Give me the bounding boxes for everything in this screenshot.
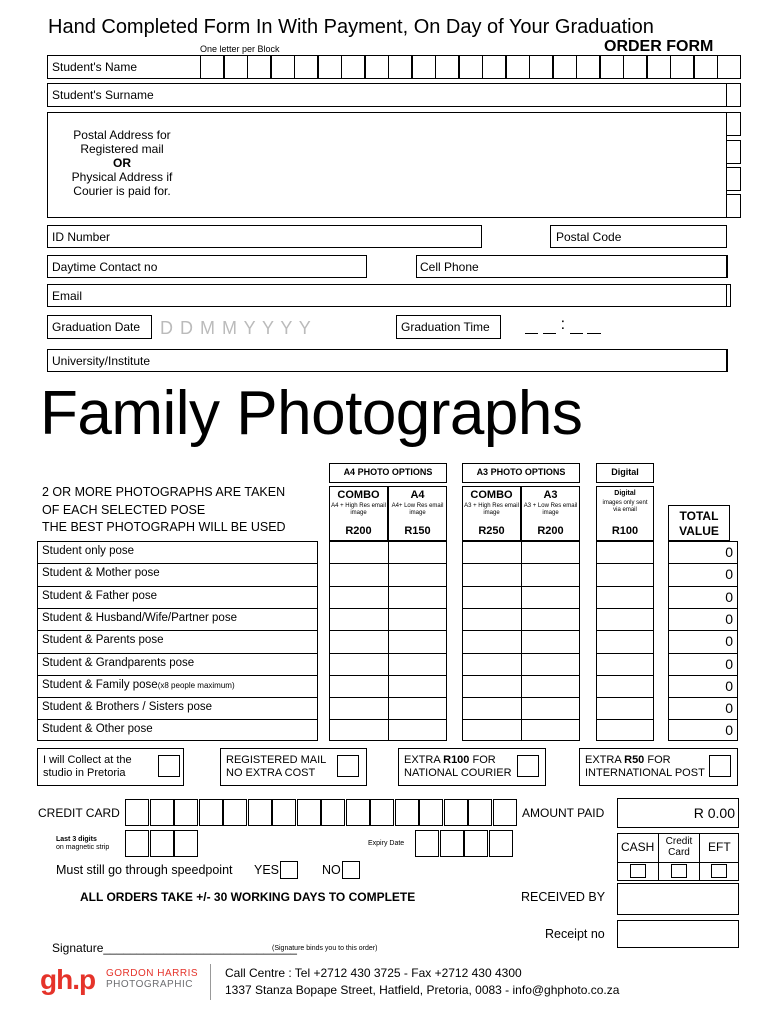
id-label: ID Number <box>52 230 111 244</box>
pose-total: 0 <box>725 588 733 605</box>
cc-digit-cell[interactable] <box>370 799 394 826</box>
cc-digit-cell[interactable] <box>150 799 174 826</box>
amount-paid-label: AMOUNT PAID <box>522 806 605 820</box>
credit-card-label: CREDIT CARD <box>38 806 120 820</box>
pose-total: 0 <box>725 700 733 717</box>
a3-combo-price: R250 <box>478 525 505 537</box>
letter-cell[interactable] <box>388 55 412 79</box>
pose-label: Student & Family pose(x8 people maximum) <box>42 678 235 691</box>
time-placeholder[interactable]: : <box>525 316 601 334</box>
national-text: EXTRA R100 FOR NATIONAL COURIER <box>404 754 512 779</box>
address-label: Postal Address for Registered mail OR Physical Address if Courier is paid for. <box>71 128 173 198</box>
no-checkbox[interactable] <box>342 861 360 879</box>
row-divider <box>596 608 654 609</box>
digital-grid <box>596 541 654 741</box>
expiry-digit-cell[interactable] <box>489 830 513 857</box>
page-title: Hand Completed Form In With Payment, On Day of Your Graduation <box>48 16 654 38</box>
footer-address: 1337 Stanza Bopape Street, Hatfield, Pretoria, 0083 - info@ghphoto.co.za <box>225 983 620 997</box>
cc-digit-cell[interactable] <box>493 799 517 826</box>
pose-label: Student & Parents pose <box>42 634 164 647</box>
footer-contact: Call Centre : Tel +2712 430 3725 - Fax +2712 430 4300 <box>225 966 522 980</box>
a4-label: A4 <box>410 489 425 501</box>
row-divider <box>668 563 738 564</box>
row-divider <box>668 653 738 654</box>
letter-cell[interactable] <box>600 55 624 79</box>
amount-paid-value: R 0.00 <box>693 805 735 821</box>
a3-options-title: A3 PHOTO OPTIONS <box>476 467 566 477</box>
brand-name: GORDON HARRIS PHOTOGRAPHIC <box>106 968 199 990</box>
letter-cell[interactable] <box>224 55 248 79</box>
letter-cell[interactable] <box>200 55 224 79</box>
pose-total: 0 <box>725 544 733 560</box>
cc-digit-cell[interactable] <box>468 799 492 826</box>
col-divider <box>521 541 522 741</box>
last3-label: Last 3 digits on magnetic strip <box>56 836 110 851</box>
graduation-date-label: Graduation Date <box>52 320 141 334</box>
total-label-2: VALUE <box>679 524 719 538</box>
letter-cell[interactable] <box>459 55 483 79</box>
eft-label: EFT <box>708 840 731 854</box>
letter-cell[interactable] <box>623 55 647 79</box>
cc-digit-cell[interactable] <box>223 799 247 826</box>
international-text: EXTRA R50 FOR INTERNATIONAL POST <box>585 754 705 779</box>
pose-label: Student only pose <box>42 545 135 557</box>
letter-cell[interactable] <box>553 55 577 79</box>
id-row <box>47 225 482 248</box>
cc-digit-cell[interactable] <box>346 799 370 826</box>
cc-digit-cell[interactable] <box>321 799 345 826</box>
collect-text: I will Collect at the studio in Pretoria <box>43 754 132 779</box>
expiry-digit-cell[interactable] <box>464 830 488 857</box>
expiry-label: Expiry Date <box>368 840 405 847</box>
surname-label: Student's Surname <box>52 88 154 102</box>
daytime-contact-label: Daytime Contact no <box>52 260 158 274</box>
row-divider <box>37 675 318 676</box>
section-title: Family Photographs <box>40 379 583 448</box>
row-divider <box>596 653 654 654</box>
letter-cell[interactable] <box>271 55 295 79</box>
postal-code-label: Postal Code <box>556 230 622 244</box>
digital-desc: images only sent via email <box>602 500 648 513</box>
a3-desc: A3 + Low Res email image <box>523 503 578 516</box>
signature-note: (Signature binds you to this order) <box>272 945 378 952</box>
method-divider-1 <box>658 833 659 881</box>
row-divider <box>668 675 738 676</box>
cc-digit-cell[interactable] <box>444 799 468 826</box>
row-divider <box>668 719 738 720</box>
cvv-digit-cell[interactable] <box>150 830 174 857</box>
cc-digit-cell[interactable] <box>272 799 296 826</box>
pose-total: 0 <box>725 722 733 739</box>
speedpoint-label: Must still go through speedpoint <box>56 863 233 877</box>
method-divider-h <box>617 862 739 863</box>
row-divider <box>37 653 318 654</box>
row-divider <box>37 630 318 631</box>
digital-title: Digital <box>611 467 639 477</box>
letter-cell[interactable] <box>482 55 506 79</box>
registered-text: REGISTERED MAIL NO EXTRA COST <box>226 754 327 779</box>
cc-digit-cell[interactable] <box>419 799 443 826</box>
a4-combo-price: R200 <box>345 525 372 537</box>
gh-logo: gh.p <box>40 964 96 995</box>
letter-cell[interactable] <box>647 55 671 79</box>
letter-cell[interactable] <box>365 55 389 79</box>
pose-label: Student & Other pose <box>42 723 153 736</box>
row-divider <box>37 608 318 609</box>
collect-checkbox[interactable] <box>158 755 180 777</box>
footer-divider <box>210 964 211 1000</box>
date-placeholder[interactable]: D D M M Y Y Y Y <box>160 318 312 338</box>
row-divider <box>37 697 318 698</box>
cash-checkbox[interactable] <box>630 864 646 878</box>
pose-label: Student & Grandparents pose <box>42 656 195 669</box>
row-divider <box>596 630 654 631</box>
row-divider <box>596 586 654 587</box>
a4-desc: A4+ Low Res email image <box>391 503 444 516</box>
letter-cell[interactable] <box>576 55 600 79</box>
order-form-label: ORDER FORM <box>604 38 714 55</box>
row-divider <box>37 586 318 587</box>
yes-label: YES <box>254 863 280 877</box>
cc-digit-cell[interactable] <box>199 799 223 826</box>
no-label: NO <box>322 863 341 877</box>
row-divider <box>668 697 738 698</box>
row-divider <box>668 630 738 631</box>
international-checkbox[interactable] <box>709 755 731 777</box>
received-by-field[interactable] <box>617 883 739 915</box>
email-label: Email <box>52 289 83 303</box>
receipt-no-field[interactable] <box>617 920 739 948</box>
credit-card-method: Credit Card <box>665 836 693 858</box>
letter-cell[interactable] <box>506 55 530 79</box>
signature-line[interactable]: Signature_____________________________ <box>52 941 297 955</box>
col-divider <box>388 541 389 741</box>
cc-digit-cell[interactable] <box>125 799 149 826</box>
digital-sub-label: Digital <box>614 490 636 497</box>
letter-cell[interactable] <box>435 55 459 79</box>
expiry-digit-cell[interactable] <box>440 830 464 857</box>
cvv-digit-cell[interactable] <box>174 830 198 857</box>
row-divider <box>668 586 738 587</box>
row-divider <box>668 608 738 609</box>
row-divider <box>37 719 318 720</box>
pose-label: Student & Brothers / Sisters pose <box>42 701 213 714</box>
pose-total: 0 <box>725 610 733 627</box>
a4-combo-label: COMBO <box>337 489 380 501</box>
a4-price: R150 <box>404 525 431 537</box>
cell-phone-label: Cell Phone <box>420 260 479 274</box>
university-label: University/Institute <box>52 354 151 368</box>
one-letter-note: One letter per Block <box>200 44 280 54</box>
row-divider <box>596 563 654 564</box>
cc-digit-cell[interactable] <box>395 799 419 826</box>
pose-total: 0 <box>725 677 733 694</box>
a3-price: R200 <box>537 525 564 537</box>
letter-cell[interactable] <box>670 55 694 79</box>
a4-options-title: A4 PHOTO OPTIONS <box>343 467 433 477</box>
cvv-digit-cell[interactable] <box>125 830 149 857</box>
name-label: Student's Name <box>52 60 138 74</box>
orders-note: ALL ORDERS TAKE +/- 30 WORKING DAYS TO COMPLETE <box>80 890 416 904</box>
pose-label: Student & Father pose <box>42 589 158 602</box>
pose-label: Student & Husband/Wife/Partner pose <box>42 611 237 624</box>
total-label-1: TOTAL <box>679 509 719 523</box>
pose-label: Student & Mother pose <box>42 567 160 580</box>
pose-total: 0 <box>725 633 733 650</box>
pose-total: 0 <box>725 655 733 672</box>
letter-cell[interactable] <box>294 55 318 79</box>
a3-label: A3 <box>543 489 558 501</box>
a3-combo-desc: A3 + High Res email image <box>464 503 519 516</box>
row-divider <box>596 675 654 676</box>
eft-checkbox[interactable] <box>711 864 727 878</box>
receipt-no-label: Receipt no <box>545 927 605 941</box>
cc-digit-cell[interactable] <box>297 799 321 826</box>
letter-cell[interactable] <box>247 55 271 79</box>
a4-combo-desc: A4 + High Res email image <box>331 503 386 516</box>
a3-combo-label: COMBO <box>470 489 513 501</box>
letter-cell[interactable] <box>717 55 741 79</box>
yes-checkbox[interactable] <box>280 861 298 879</box>
letter-cell[interactable] <box>694 55 718 79</box>
letter-cell[interactable] <box>318 55 342 79</box>
graduation-time-label: Graduation Time <box>401 320 490 334</box>
cc-digit-cell[interactable] <box>174 799 198 826</box>
letter-cell[interactable] <box>529 55 553 79</box>
digital-price: R100 <box>611 525 639 537</box>
note: 2 OR MORE PHOTOGRAPHS ARE TAKEN OF EACH SELECTED POSE THE BEST PHOTOGRAPH WILL BE USED <box>42 485 286 534</box>
cc-digit-cell[interactable] <box>248 799 272 826</box>
received-by-label: RECEIVED BY <box>521 890 606 904</box>
row-divider <box>596 697 654 698</box>
pose-total: 0 <box>725 566 733 583</box>
row-divider <box>596 719 654 720</box>
method-divider-2 <box>699 833 700 881</box>
email-row <box>47 284 727 307</box>
national-checkbox[interactable] <box>517 755 539 777</box>
credit-method-checkbox[interactable] <box>671 864 687 878</box>
cash-label: CASH <box>621 840 655 854</box>
letter-cell[interactable] <box>341 55 365 79</box>
letter-cell[interactable] <box>412 55 436 79</box>
expiry-digit-cell[interactable] <box>415 830 439 857</box>
row-divider <box>37 563 318 564</box>
registered-checkbox[interactable] <box>337 755 359 777</box>
